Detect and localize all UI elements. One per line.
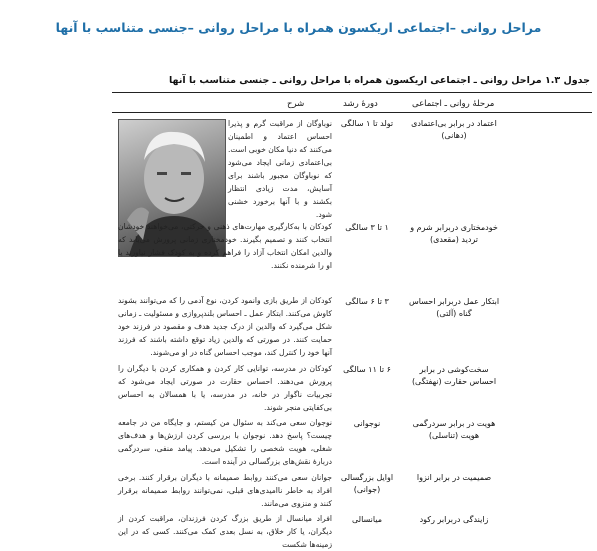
description-cell: کودکان در مدرسه، توانایی کار کردن و همکاری کردن با دیگران را پرورش می‌دهند. احساس حقارت در صورتی ایجاد می‌شود که تجربیات ناگوار در خانه، در مدرسه، یا با همسالان به احساس بی‌کفایتی منجر شوند. [118, 364, 332, 412]
age-cell: میانسالی [351, 515, 383, 524]
stage-cell: صمیمیت در برابر انزوا [416, 473, 492, 482]
page-heading: مراحل روانی –اجتماعی اریکسون همراه با مراحل روانی –جنسی متناسب با آنها [55, 20, 542, 35]
description-cell: نوجوان سعی می‌کند به سئوال من کیستم، و جایگاه من در جامعه چیست؟ پاسخ دهد. نوجوان با بررسی کردن ارزش‌ها و هدف‌های شغلی، هویت شخصی را تشکیل می‌دهد. پیامد منفی، سردرگمی دربارهٔ نقش‌های بزرگسالی در آینده است. [118, 418, 332, 466]
description-cell: کودکان با به‌کارگیری مهارت‌های ذهنی و حرکتی، می‌خواهند خودشان انتخاب کنند و تصمیم بگیرند. خودمختاری زمانی پرورش می‌یابد که والدین امکان انتخاب آزاد را فراهم کرده و به کودک فشار نیاورند یا او را شرمنده نکنند. [118, 222, 332, 270]
stage-cell: خودمختاری دربرابر شرم و تردید (مقعدی) [410, 223, 498, 244]
description-cell: نوباوگان از مراقبت گرم و پذیرا احساس اعتماد و اطمینان می‌کنند که دنیا مکان خوبی است. بی‌اعتمادی زمانی ایجاد می‌شود که نوباوگان مجبور باشند برای آسایش، مدت زیادی انتظار بکشند و با آنها برخورد خشنی شود. [228, 119, 332, 219]
description-cell: کودکان از طریق بازی وانمود کردن، نوع آدمی را که می‌توانند بشوند کاوش می‌کنند. ابتکار عمل ـ احساس بلندپروازی و مسئولیت ـ زمانی شکل می‌گیرد که والدین از درک جدید هدف و مقصود در فرزند خود حمایت کنند. در صورتی که والدین زیاد توقع داشته باشند که فرزند آنها خود را کنترل کند، موجب احساس گناه در او می‌شوند. [118, 296, 332, 357]
age-cell: نوجوانی [353, 419, 381, 428]
age-cell: تولد تا ۱ سالگی [340, 119, 394, 128]
age-cell: اوایل بزرگسالی (جوانی) [340, 473, 394, 494]
description-cell: جوانان سعی می‌کنند روابط صمیمانه با دیگران برقرار کنند. برخی افراد به خاطر ناامیدی‌های قبلی، نمی‌توانند روابط صمیمانه برقرار کنند و منزوی می‌مانند. [118, 473, 332, 508]
table-caption: جدول ۱.۳ مراحل روانی ـ اجتماعی اریکسون همراه با مراحل روانی ـ جنسی متناسب با آنها [168, 75, 590, 86]
header-stage: مرحلهٔ روانی ـ اجتماعی [412, 99, 495, 109]
stage-cell: سخت‌کوشی در برابر احساس حقارت (نهفتگی) [411, 365, 497, 386]
header-desc: شرح [287, 99, 305, 109]
stage-cell: هویت در برابر سردرگمی هویت (تناسلی) [412, 419, 496, 440]
age-cell: ۶ تا ۱۱ سالگی [343, 365, 391, 374]
stage-cell: زایندگی دربرابر رکود [419, 515, 489, 524]
stage-cell: اعتماد در برابر بی‌اعتمادی (دهانی) [411, 119, 497, 140]
table-header-rule [112, 112, 592, 113]
description-cell: افراد میانسال از طریق بزرگ کردن فرزندان، مراقبت کردن از دیگران، یا کار خلاق، به نسل بعدی کمک می‌کنند. کسی که در این زمینه‌ها شکست [118, 514, 332, 549]
stage-cell: ابتکار عمل دربرابر احساس گناه (آلتی) [408, 297, 500, 318]
header-age: دورهٔ رشد [343, 99, 378, 109]
table-top-rule [112, 92, 592, 93]
age-cell: ۳ تا ۶ سالگی [345, 297, 389, 306]
age-cell: ۱ تا ۳ سالگی [345, 223, 389, 232]
